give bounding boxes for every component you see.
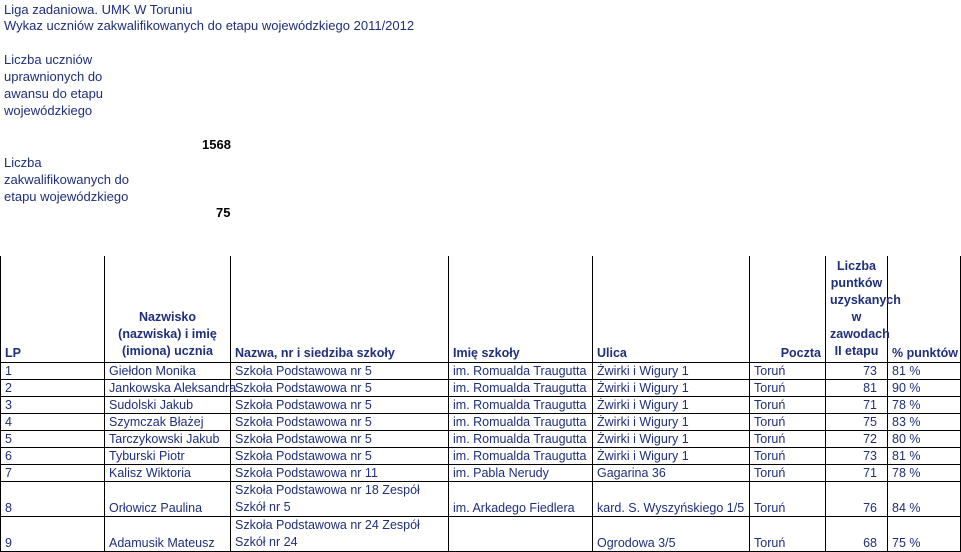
cell-patron: im. Romualda Traugutta — [449, 397, 593, 414]
cell-points: 73 — [826, 363, 888, 380]
table-row — [1, 397, 961, 414]
cell-lp: 3 — [1, 397, 105, 414]
cell-percent: 78 % — [888, 465, 961, 482]
table-row — [1, 431, 961, 448]
cell-lp: 1 — [1, 363, 105, 380]
cell-school: Szkoła Podstawowa nr 5 — [231, 363, 449, 380]
cell-percent: 81 % — [888, 363, 961, 380]
qualified-students-table — [0, 256, 961, 552]
cell-lp: 6 — [1, 448, 105, 465]
cell-patron: im. Romualda Traugutta — [449, 431, 593, 448]
cell-city: Toruń — [750, 397, 826, 414]
table-row — [1, 380, 961, 397]
cell-name: Sudolski Jakub — [105, 397, 231, 414]
cell-street: Żwirki i Wigury 1 — [593, 397, 750, 414]
cell-name: Orłowicz Paulina — [105, 482, 231, 517]
table-row — [1, 517, 961, 552]
column-header-name: Nazwisko (nazwiska) i imię (imiona) ucznia — [105, 256, 231, 363]
cell-street: Gagarina 36 — [593, 465, 750, 482]
cell-percent: 78 % — [888, 397, 961, 414]
cell-city: Toruń — [750, 448, 826, 465]
cell-name: Tyburski Piotr — [105, 448, 231, 465]
cell-street: Żwirki i Wigury 1 — [593, 414, 750, 431]
cell-street: Żwirki i Wigury 1 — [593, 380, 750, 397]
cell-school: Szkoła Podstawowa nr 5 — [231, 431, 449, 448]
cell-percent: 80 % — [888, 431, 961, 448]
qualified-count-value: 75 — [216, 205, 231, 220]
cell-lp: 4 — [1, 414, 105, 431]
cell-percent: 81 % — [888, 448, 961, 465]
cell-city: Toruń — [750, 380, 826, 397]
cell-percent: 90 % — [888, 380, 961, 397]
cell-points: 76 — [826, 482, 888, 517]
cell-school: Szkoła Podstawowa nr 5 — [231, 414, 449, 431]
cell-points: 71 — [826, 465, 888, 482]
cell-name: Jankowska Aleksandra — [105, 380, 231, 397]
cell-patron: im. Romualda Traugutta — [449, 363, 593, 380]
cell-street: Żwirki i Wigury 1 — [593, 363, 750, 380]
cell-city: Toruń — [750, 414, 826, 431]
column-header-points: Liczba puntków uzyskanych w zawodach II etapu — [826, 256, 888, 363]
cell-points: 72 — [826, 431, 888, 448]
cell-street: Żwirki i Wigury 1 — [593, 448, 750, 465]
cell-school: Szkoła Podstawowa nr 11 — [231, 465, 449, 482]
cell-name: Kalisz Wiktoria — [105, 465, 231, 482]
cell-school: Szkoła Podstawowa nr 5 — [231, 397, 449, 414]
cell-patron — [449, 517, 593, 552]
qualified-count-label: Liczba zakwalifikowanych do etapu wojewódzkiego — [4, 155, 130, 204]
cell-lp: 9 — [1, 517, 105, 552]
eligible-count-value: 1568 — [202, 137, 231, 152]
column-header-street: Ulica — [593, 256, 750, 363]
document-title: Liga zadaniowa. UMK W Toruniu — [4, 2, 193, 17]
cell-points: 68 — [826, 517, 888, 552]
cell-school: Szkoła Podstawowa nr 24 Zespół Szkół nr 24 — [231, 517, 449, 552]
cell-name: Adamusik Mateusz — [105, 517, 231, 552]
cell-lp: 5 — [1, 431, 105, 448]
column-header-school: Nazwa, nr i siedziba szkoły — [231, 256, 449, 363]
cell-city: Toruń — [750, 363, 826, 380]
cell-city: Toruń — [750, 517, 826, 552]
cell-city: Toruń — [750, 431, 826, 448]
cell-points: 73 — [826, 448, 888, 465]
cell-lp: 2 — [1, 380, 105, 397]
cell-name: Giełdon Monika — [105, 363, 231, 380]
cell-school: Szkoła Podstawowa nr 18 Zespół Szkół nr 5 — [231, 482, 449, 517]
cell-lp: 8 — [1, 482, 105, 517]
column-header-percent: % punktów — [888, 256, 961, 363]
cell-street: Ogrodowa 3/5 — [593, 517, 750, 552]
column-header-city: Poczta — [750, 256, 826, 363]
eligible-count-label: Liczba uczniów uprawnionych do awansu do etapu wojewódzkiego — [4, 52, 104, 118]
cell-patron: im. Romualda Traugutta — [449, 380, 593, 397]
cell-percent: 84 % — [888, 482, 961, 517]
cell-points: 71 — [826, 397, 888, 414]
column-header-lp: LP — [1, 256, 105, 363]
column-header-patron: Imię szkoły — [449, 256, 593, 363]
cell-percent: 83 % — [888, 414, 961, 431]
cell-city: Toruń — [750, 482, 826, 517]
cell-points: 81 — [826, 380, 888, 397]
table-header-row — [1, 256, 961, 363]
cell-patron: im. Romualda Traugutta — [449, 448, 593, 465]
cell-percent: 75 % — [888, 517, 961, 552]
cell-name: Szymczak Błażej — [105, 414, 231, 431]
cell-points: 75 — [826, 414, 888, 431]
cell-street: Żwirki i Wigury 1 — [593, 431, 750, 448]
cell-patron: im. Pabla Nerudy — [449, 465, 593, 482]
cell-street: kard. S. Wyszyńskiego 1/5 — [593, 482, 750, 517]
table-row — [1, 448, 961, 465]
document-subtitle: Wykaz uczniów zakwalifikowanych do etapu wojewódzkiego 2011/2012 — [4, 18, 415, 33]
table-row — [1, 482, 961, 517]
table-row — [1, 465, 961, 482]
cell-patron: im. Romualda Traugutta — [449, 414, 593, 431]
cell-city: Toruń — [750, 465, 826, 482]
cell-school: Szkoła Podstawowa nr 5 — [231, 380, 449, 397]
cell-patron: im. Arkadego Fiedlera — [449, 482, 593, 517]
cell-lp: 7 — [1, 465, 105, 482]
cell-name: Tarczykowski Jakub — [105, 431, 231, 448]
table-row — [1, 363, 961, 380]
table-row — [1, 414, 961, 431]
cell-school: Szkoła Podstawowa nr 5 — [231, 448, 449, 465]
